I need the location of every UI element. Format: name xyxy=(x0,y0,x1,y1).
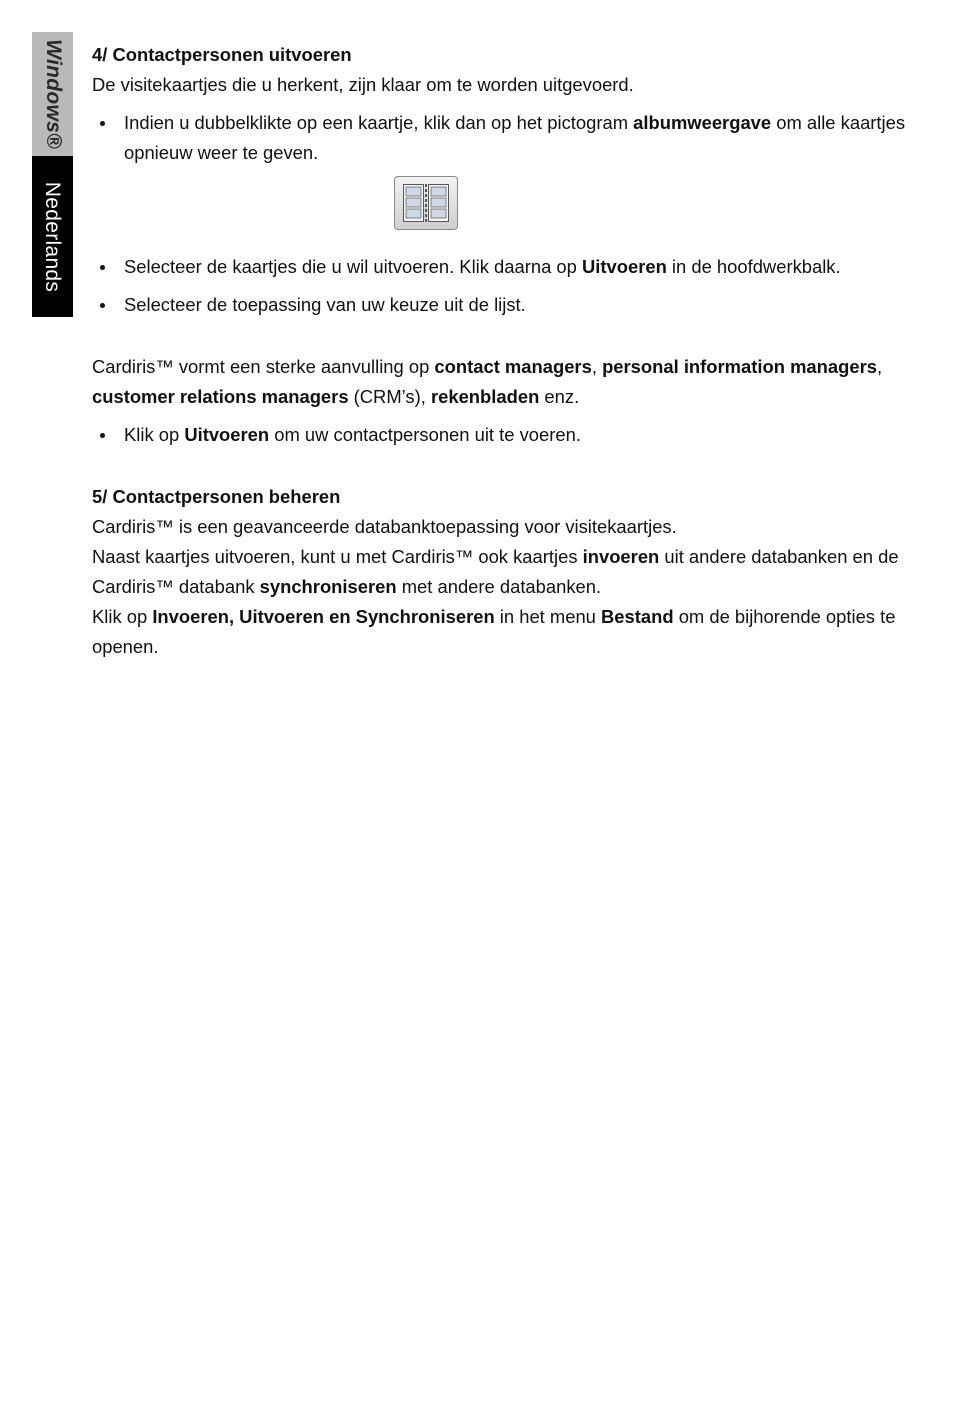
section4-paragraph: Cardiris™ vormt een sterke aanvulling op contact managers, personal information managers, customer relations managers (CRM’s), rekenbladen enz. xyxy=(92,356,883,407)
section5-line1: Cardiris™ is een geavanceerde databanktoepassing voor visitekaartjes. xyxy=(92,516,677,537)
section4-list-c xyxy=(92,420,937,450)
album-view-icon xyxy=(394,176,458,230)
bullet-select-cards: Selecteer de kaartjes die u wil uitvoeren. Klik daarna op Uitvoeren in de hoofdwerkbalk. xyxy=(92,252,937,282)
section5-line3: Klik op Invoeren, Uitvoeren en Synchroniseren in het menu Bestand om de bijhorende opties te openen. xyxy=(92,606,896,657)
language-tab-label: Nederlands xyxy=(41,181,65,292)
page-content xyxy=(92,40,937,662)
section5-line2: Naast kaartjes uitvoeren, kunt u met Cardiris™ ook kaartjes invoeren uit andere databanken en de Cardiris™ databank synchroniseren met andere databanken. xyxy=(92,546,899,597)
icon-row xyxy=(92,176,937,242)
section4-list-b xyxy=(92,252,937,320)
os-tab-label: Windows® xyxy=(41,39,65,149)
bullet-select-application: Selecteer de toepassing van uw keuze uit de lijst. xyxy=(92,290,937,320)
section4-intro: De visitekaartjes die u herkent, zijn klaar om te worden uitgevoerd. xyxy=(92,74,634,95)
bullet-album-view: Indien u dubbelklikte op een kaartje, klik dan op het pictogram albumweergave om alle kaartjes opnieuw weer te geven. xyxy=(92,108,937,168)
language-tab xyxy=(32,156,73,317)
section5-heading: 5/ Contactpersonen beheren xyxy=(92,486,341,507)
section4-heading: 4/ Contactpersonen uitvoeren xyxy=(92,44,352,65)
section4-list-a xyxy=(92,108,937,168)
bullet-export: Klik op Uitvoeren om uw contactpersonen uit te voeren. xyxy=(92,420,937,450)
os-tab xyxy=(32,32,73,156)
